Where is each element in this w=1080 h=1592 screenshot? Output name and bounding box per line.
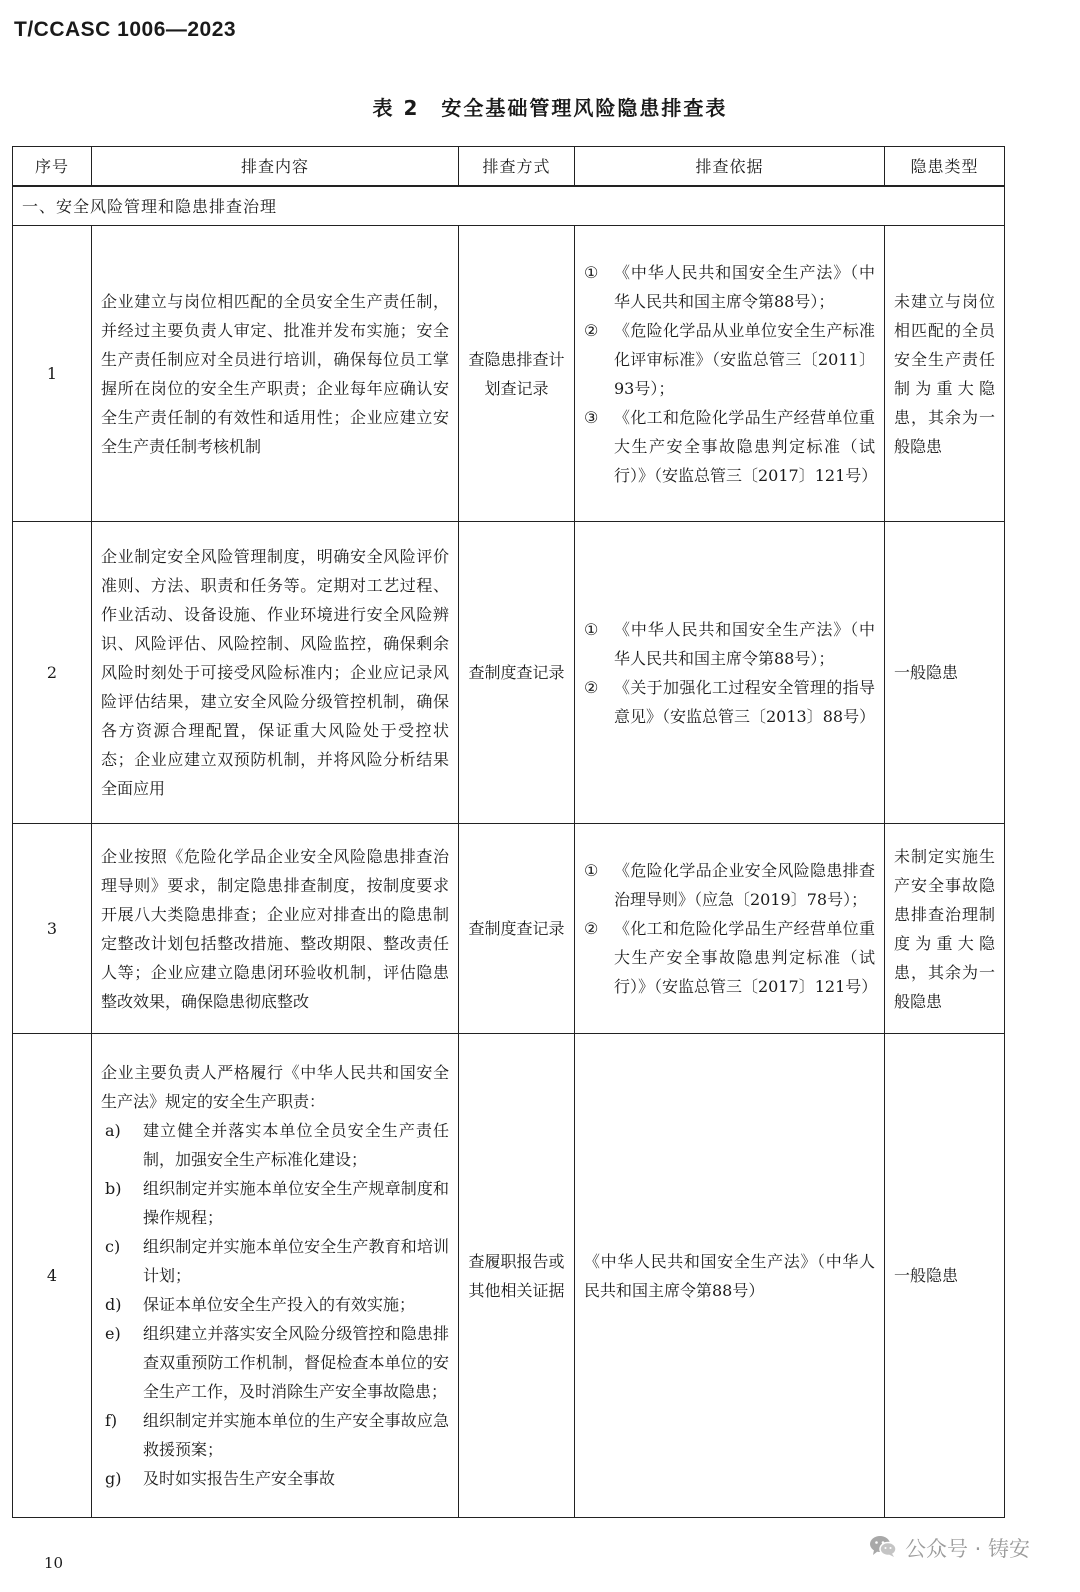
row-content <box>92 1034 459 1518</box>
row-content-intro: 企业主要负责人严格履行《中华人民共和国安全生产法》规定的安全生产职责： <box>101 1063 449 1111</box>
row-seq: 1 <box>13 226 92 522</box>
table-row <box>13 226 1005 522</box>
duty-marker: d) <box>105 1295 122 1314</box>
basis-item <box>584 914 878 1001</box>
duty-item <box>101 1464 449 1493</box>
row-hazard-type: 未制定实施生产安全事故隐患排查治理制度为重大隐患，其余为一般隐患 <box>885 824 1005 1034</box>
row-method: 查制度查记录 <box>459 824 575 1034</box>
row-seq: 4 <box>13 1034 92 1518</box>
duty-marker: f) <box>105 1411 118 1430</box>
col-header-type: 隐患类型 <box>885 147 1005 187</box>
basis-marker: ② <box>584 320 599 340</box>
duty-item <box>101 1290 449 1319</box>
row-method: 查制度查记录 <box>459 522 575 824</box>
basis-text: 《中华人民共和国安全生产法》（中华人民共和国主席令第88号）； <box>614 619 875 668</box>
basis-item <box>584 856 875 914</box>
duty-marker: a) <box>105 1121 121 1140</box>
col-header-method: 排查方式 <box>459 147 575 187</box>
row-basis <box>575 226 885 522</box>
basis-marker: ② <box>584 677 599 697</box>
wechat-icon <box>869 1534 897 1563</box>
duty-text: 保证本单位安全生产投入的有效实施； <box>143 1295 416 1314</box>
row-basis <box>575 522 885 824</box>
duty-text: 建立健全并落实本单位全员安全生产责任制，加强安全生产标准化建设； <box>143 1121 449 1169</box>
page-number: 10 <box>44 1554 64 1572</box>
row-seq: 3 <box>13 824 92 1034</box>
basis-marker: ① <box>584 262 599 282</box>
basis-marker: ① <box>584 861 599 880</box>
row-hazard-type: 未建立与岗位相匹配的全员安全生产责任制为重大隐患，其余为一般隐患 <box>885 226 1005 522</box>
duty-item <box>101 1406 449 1464</box>
basis-item <box>584 316 875 403</box>
duty-item <box>101 1319 449 1406</box>
duty-text: 组织制定并实施本单位安全生产规章制度和操作规程； <box>143 1179 449 1227</box>
row-content: 企业按照《危险化学品企业安全风险隐患排查治理导则》要求，制定隐患排查制度，按制度要求开展八大类隐患排查；企业应对排查出的隐患制定整改计划包括整改措施、整改期限、整改责任人等；企业应建立隐患闭环验收机制，评估隐患整改效果，确保隐患彻底整改 <box>92 824 459 1034</box>
header-row <box>13 147 1005 187</box>
duty-text: 及时如实报告生产安全事故 <box>143 1469 336 1488</box>
duty-text: 组织制定并实施本单位的生产安全事故应急救援预案； <box>143 1411 449 1459</box>
basis-text: 《中华人民共和国安全生产法》（中华人民共和国主席令第88号）； <box>614 262 875 311</box>
row-hazard-type: 一般隐患 <box>885 522 1005 824</box>
row-method: 查履职报告或其他相关证据 <box>459 1034 575 1518</box>
basis-text: 《关于加强化工过程安全管理的指导意见》（安监总管三〔2013〕88号） <box>614 677 876 726</box>
table-row <box>13 522 1005 824</box>
duty-marker: b) <box>105 1179 122 1198</box>
basis-marker: ② <box>584 919 599 938</box>
hazard-check-table <box>12 146 1005 1518</box>
duty-marker: g) <box>105 1469 122 1488</box>
watermark <box>869 1533 1030 1563</box>
table-title: 表 2 安全基础管理风险隐患排查表 <box>372 96 728 120</box>
table-row <box>13 1034 1005 1518</box>
standard-code: T/CCASC 1006—2023 <box>14 18 237 41</box>
duty-text: 组织制定并实施本单位安全生产教育和培训计划； <box>143 1237 449 1285</box>
duty-item <box>101 1232 449 1290</box>
col-header-seq: 序号 <box>13 147 92 187</box>
col-header-basis: 排查依据 <box>575 147 885 187</box>
basis-item <box>584 673 875 731</box>
basis-item <box>584 258 875 316</box>
table-row <box>13 824 1005 1034</box>
basis-text: 《危险化学品从业单位安全生产标准化评审标准》（安监总管三〔2011〕93号）； <box>614 320 875 398</box>
row-hazard-type: 一般隐患 <box>885 1034 1005 1518</box>
section-row <box>13 186 1005 226</box>
section-title: 一、安全风险管理和隐患排查治理 <box>13 186 1005 226</box>
duty-marker: c) <box>105 1237 121 1256</box>
row-basis: 《中华人民共和国安全生产法》（中华人民共和国主席令第88号） <box>575 1034 885 1518</box>
duty-item <box>101 1174 449 1232</box>
duty-text: 组织建立并落实安全风险分级管控和隐患排查双重预防工作机制，督促检查本单位的安全生产工作，及时消除生产安全事故隐患； <box>143 1324 449 1401</box>
basis-marker: ① <box>584 619 599 639</box>
basis-text: 《化工和危险化学品生产经营单位重大生产安全事故隐患判定标准（试行）》（安监总管三〔2017〕121号） <box>614 919 878 996</box>
basis-item <box>584 615 875 673</box>
duty-marker: e) <box>105 1324 121 1343</box>
watermark-text: 公众号 · 铸安 <box>904 1537 1030 1561</box>
row-method: 查隐患排查计划查记录 <box>459 226 575 522</box>
basis-text: 《危险化学品企业安全风险隐患排查治理导则》（应急〔2019〕78号）； <box>614 861 875 909</box>
row-content: 企业制定安全风险管理制度，明确安全风险评价准则、方法、职责和任务等。定期对工艺过程、作业活动、设备设施、作业环境进行安全风险辨识、风险评估、风险控制、风险监控，确保剩余风险时刻处于可接受风险标准内；企业应记录风险评估结果，建立安全风险分级管控机制，确保各方资源合理配置，保证重大风险处于受控状态；企业应建立双预防机制，并将风险分析结果全面应用 <box>92 522 459 824</box>
basis-marker: ③ <box>584 407 599 427</box>
basis-text: 《化工和危险化学品生产经营单位重大生产安全事故隐患判定标准（试行）》（安监总管三〔2017〕121号） <box>614 407 878 485</box>
row-content: 企业建立与岗位相匹配的全员安全生产责任制，并经过主要负责人审定、批准并发布实施；安全生产责任制应对全员进行培训，确保每位员工掌握所在岗位的安全生产职责；企业每年应确认安全生产责任制的有效性和适用性；企业应建立安全生产责任制考核机制 <box>92 226 459 522</box>
duty-item <box>101 1116 449 1174</box>
row-basis <box>575 824 885 1034</box>
basis-item <box>584 403 878 490</box>
col-header-content: 排查内容 <box>92 147 459 187</box>
row-seq: 2 <box>13 522 92 824</box>
